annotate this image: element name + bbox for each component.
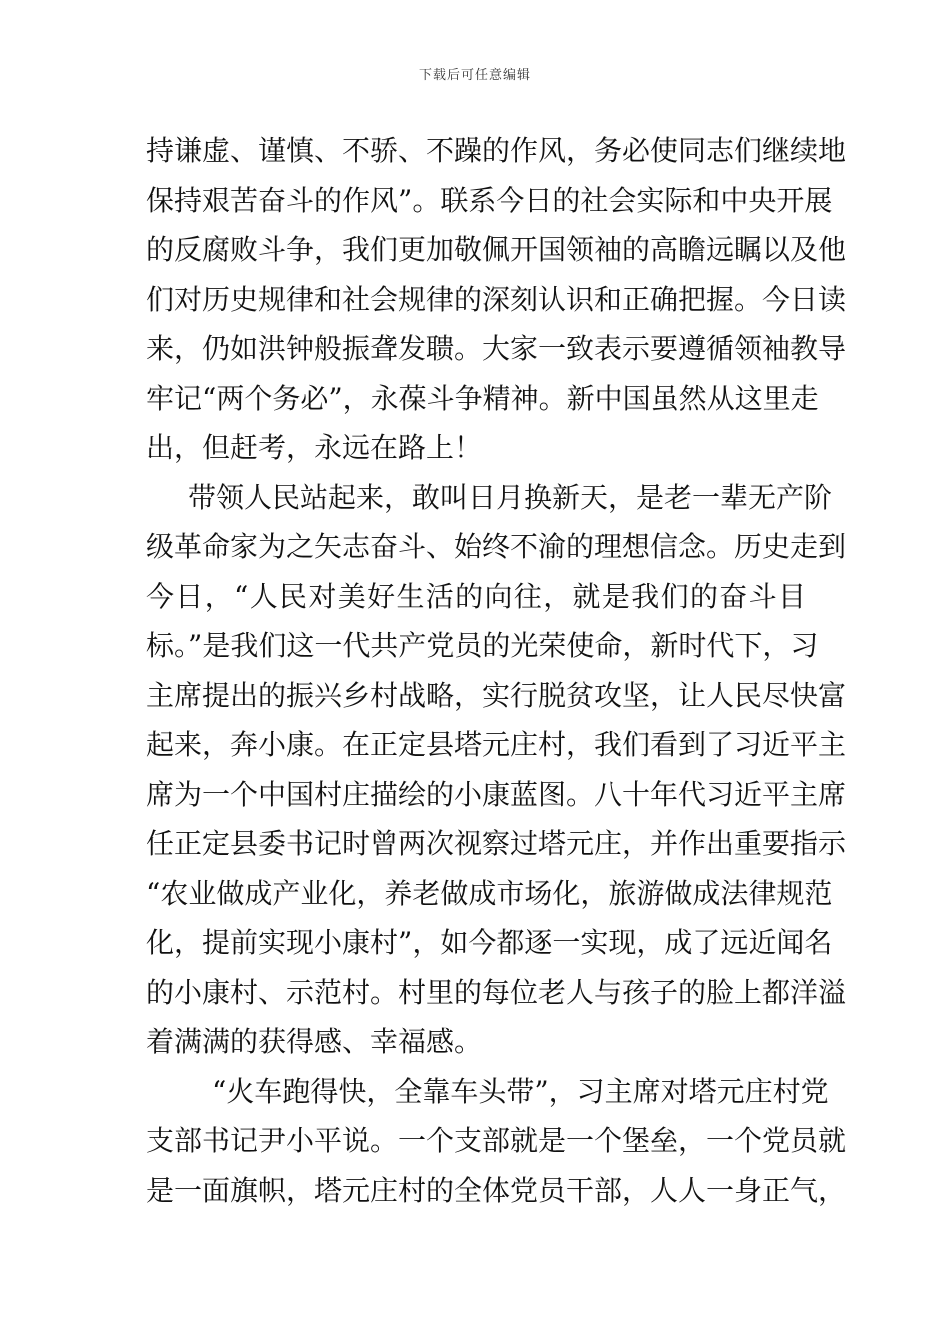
text-line: 主席提出的振兴乡村战略，实行脱贫攻坚，让人民尽快富 bbox=[146, 678, 847, 712]
text-line: 保持艰苦奋斗的作风”。联系今日的社会实际和中央开展 bbox=[146, 183, 833, 217]
text-line: 持谦虚、谨慎、不骄、不躁的作风，务必使同志们继续地 bbox=[146, 134, 847, 167]
text-line: 起来，奔小康。在正定县塔元庄村，我们看到了习近平主 bbox=[146, 728, 847, 761]
paragraph bbox=[146, 1067, 847, 1216]
text-line: 支部书记尹小平说。一个支部就是一个堡垒，一个党员就 bbox=[146, 1124, 847, 1157]
text-line: 化，提前实现小康村”，如今都逐一实现，成了远近闻名 bbox=[146, 926, 833, 959]
text-line: 级革命家为之矢志奋斗、始终不渝的理想信念。历史走到 bbox=[146, 530, 847, 563]
paragraph bbox=[146, 126, 847, 473]
text-line: 今日，“人民对美好生活的向往，就是我们的奋斗目 bbox=[146, 579, 806, 613]
page-header-watermark: 下载后可任意编辑 bbox=[418, 68, 531, 83]
text-line: 牢记“两个务必”，永葆斗争精神。新中国虽然从这里走 bbox=[146, 381, 819, 415]
text-line: “农业做成产业化，养老做成市场化，旅游做成法律规范 bbox=[146, 876, 833, 910]
text-line: 来，仍如洪钟般振聋发聩。大家一致表示要遵循领袖教导 bbox=[146, 332, 847, 365]
text-line: 标。”是我们这一代共产党员的光荣使命，新时代下，习 bbox=[146, 629, 819, 662]
text-line: 带领人民站起来，敢叫日月换新天，是老一辈无产阶 bbox=[188, 480, 833, 514]
body-text bbox=[146, 126, 847, 1215]
text-line: 们对历史规律和社会规律的深刻认识和正确把握。今日读 bbox=[146, 282, 847, 316]
text-line: 出，但赶考，永远在路上！ bbox=[146, 431, 483, 464]
text-line: 着满满的获得感、幸福感。 bbox=[146, 1025, 483, 1058]
text-line: 的反腐败斗争，我们更加敬佩开国领袖的高瞻远瞩以及他 bbox=[146, 233, 847, 266]
text-line: 席为一个中国村庄描绘的小康蓝图。八十年代习近平主席 bbox=[146, 777, 847, 811]
text-line: 的小康村、示范村。村里的每位老人与孩子的脸上都洋溢 bbox=[146, 975, 847, 1009]
text-line: 任正定县委书记时曾两次视察过塔元庄，并作出重要指示 bbox=[146, 827, 847, 860]
text-line: 是一面旗帜，塔元庄村的全体党员干部，人人一身正气， bbox=[146, 1173, 847, 1207]
paragraph bbox=[146, 473, 847, 1067]
text-line: “火车跑得快，全靠车头带”，习主席对塔元庄村党 bbox=[212, 1074, 829, 1108]
